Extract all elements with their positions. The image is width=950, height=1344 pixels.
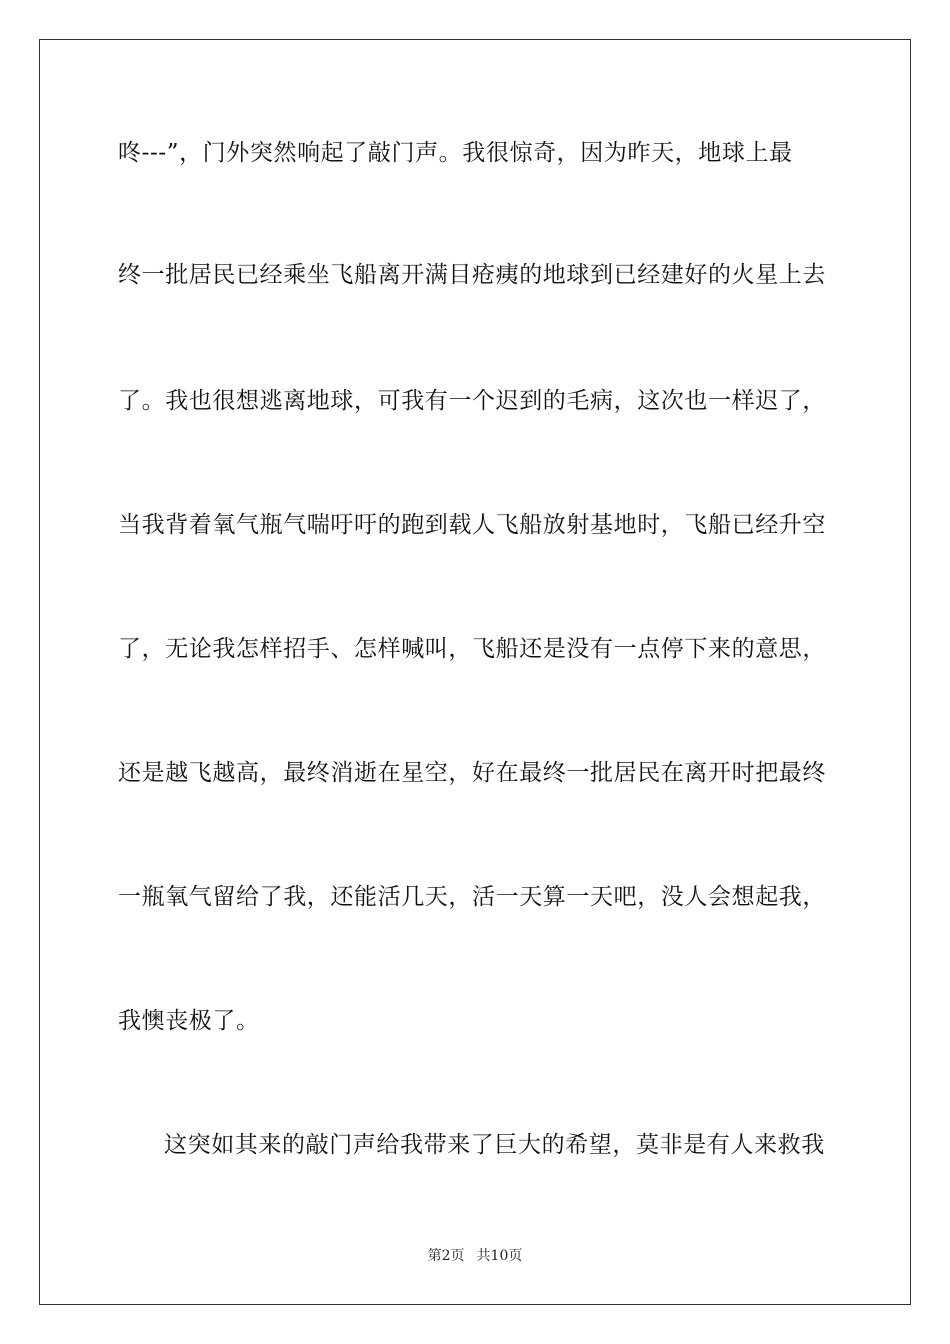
paragraph-line: 还是越飞越高，最终消逝在星空，好在最终一批居民在离开时把最终 xyxy=(118,760,826,786)
paragraph-line: 了，无论我怎样招手、怎样喊叫，飞船还是没有一点停下来的意思， xyxy=(118,636,826,662)
page-border xyxy=(39,39,911,1305)
paragraph-line: 我懊丧极了。 xyxy=(118,1008,260,1034)
paragraph-line-indented: 这突如其来的敲门声给我带来了巨大的希望，莫非是有人来救我 xyxy=(164,1132,825,1158)
paragraph-line: 咚---”，门外突然响起了敲门声。我很惊奇，因为昨天，地球上最 xyxy=(118,140,793,166)
page-number: 第2页 xyxy=(427,1248,465,1264)
page-total: 共10页 xyxy=(476,1248,523,1264)
paragraph-line: 当我背着氧气瓶气喘吁吁的跑到载人飞船放射基地时，飞船已经升空 xyxy=(118,512,826,538)
paragraph-line: 终一批居民已经乘坐飞船离开满目疮痍的地球到已经建好的火星上去 xyxy=(118,262,826,288)
page-footer xyxy=(0,1247,950,1265)
paragraph-line: 了。我也很想逃离地球，可我有一个迟到的毛病，这次也一样迟了， xyxy=(118,388,826,414)
paragraph-line: 一瓶氧气留给了我，还能活几天，活一天算一天吧，没人会想起我， xyxy=(118,884,826,910)
